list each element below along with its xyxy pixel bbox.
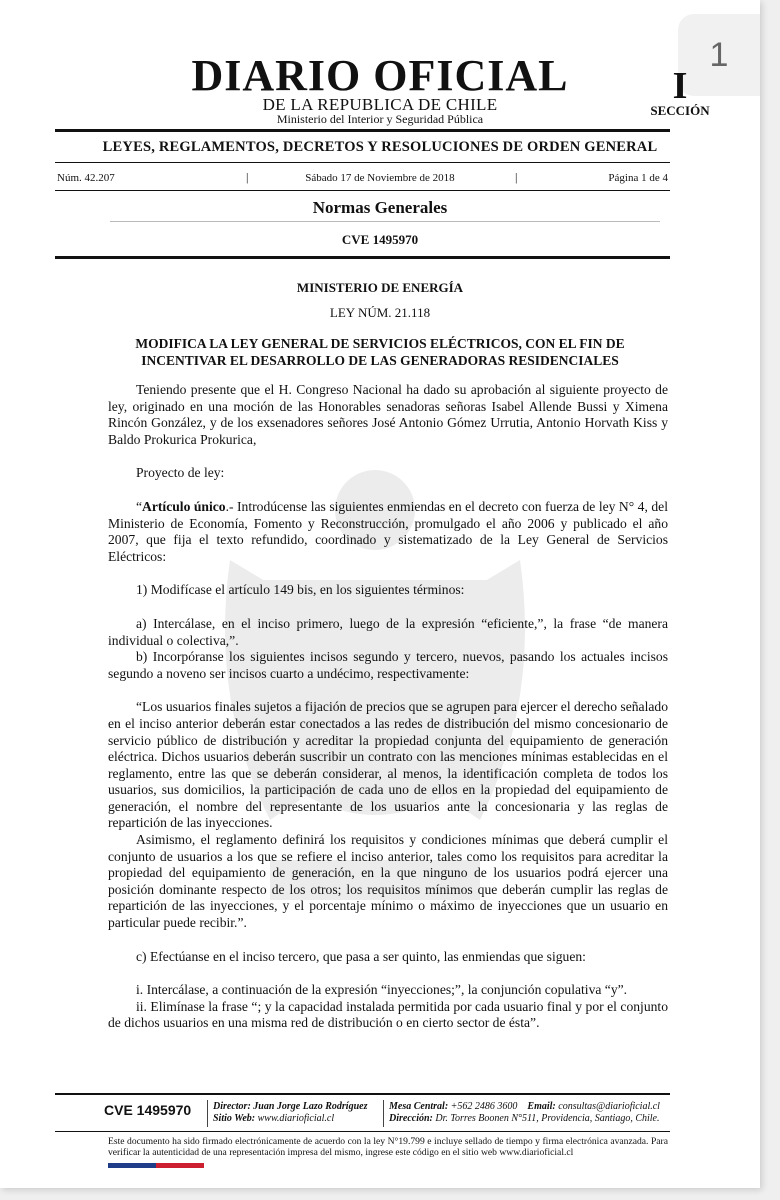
section-heading: Normas Generales	[312, 198, 448, 217]
mesa-phone: +562 2486 3600	[450, 1101, 518, 1112]
signature-note: Este documento ha sido firmado electrónicamente de acuerdo con la ley N°19.799 e incluye sellado de tiempo y firma electrónica avanzada. Para verificar la autenticidad de una representación impresa del mismo, ingrese este código en el sitio web www.diarioficial.cl	[108, 1136, 668, 1158]
flag-stripe-blue	[108, 1163, 156, 1168]
document-body	[108, 382, 668, 1032]
item-b: b) Incorpóranse los siguientes incisos segundo y tercero, nuevos, pasando los actuales incisos segundo a noveno ser incisos cuarto a undécimo, respectivamente:	[108, 649, 668, 681]
footer-rule	[55, 1093, 670, 1095]
header-rule-mid	[55, 162, 670, 163]
issue-number: Núm. 42.207	[57, 172, 115, 184]
articulo-open-quote: “	[136, 498, 143, 514]
item-1: 1) Modifícase el artículo 149 bis, en los siguientes términos:	[136, 582, 465, 598]
articulo-label: Artículo único	[142, 498, 226, 514]
masthead-ministry: Ministerio del Interior y Seguridad Pública	[276, 112, 484, 126]
masthead-title: DIARIO OFICIAL	[191, 51, 569, 100]
footer-divider	[383, 1100, 384, 1127]
item-i: i. Intercálase, a continuación de la expresión “inyecciones;”, la conjunción copulativa “y”.	[136, 982, 628, 998]
footer-director-block	[213, 1101, 367, 1125]
articulo-text: .- Introdúcense las siguientes enmiendas en el decreto con fuerza de ley N° 4, del Ministerio de Economía, Fomento y Reconstrucción, promulgado el año 2006 y publicado el año 2007, que fija el texto refundido, coordinado y sistematizado de la Ley General de Servicios Eléctricos:	[108, 498, 668, 564]
footer-contact-block	[389, 1101, 660, 1125]
cve-code: CVE 1495970	[341, 232, 419, 247]
section-number: I	[672, 65, 688, 107]
quote-paragraph-2: Asimismo, el reglamento definirá los requisitos y condiciones mínimas que deberá cumplir el conjunto de usuarios a los que se refiere el inciso anterior, tales como los requisitos para acreditar la propiedad del equipamiento de generación, en la que ninguno de los usuarios podrá ejercer una posición dominante respecto de los otros; los requisitos mínimos que deberán cumplir las reglas de repartición de las inyecciones, y el porcentaje mínimo o máximo de inyecciones que un usuario en particular puede recibir.”.	[108, 832, 668, 931]
articulo-paragraph	[108, 499, 668, 565]
footer-rule-lower	[55, 1131, 670, 1132]
director-label: Director:	[213, 1101, 251, 1112]
item-a: a) Intercálase, en el inciso primero, luego de la expresión “eficiente,”, la frase “de manera individual o colectiva,”.	[108, 615, 668, 648]
mesa-label: Mesa Central:	[389, 1101, 449, 1112]
section-divider	[110, 221, 660, 222]
law-title: MODIFICA LA LEY GENERAL DE SERVICIOS ELÉCTRICOS, CON EL FIN DE INCENTIVAR EL DESARROLLO DE LAS GENERADORAS RESIDENCIALES	[135, 336, 625, 368]
web-url[interactable]: www.diarioficial.cl	[257, 1113, 335, 1124]
email-address[interactable]: consultas@diarioficial.cl	[558, 1101, 660, 1112]
masthead-subtitle: DE LA REPUBLICA DE CHILE	[262, 95, 498, 114]
section-label: SECCIÓN	[650, 103, 710, 118]
footer-divider	[207, 1100, 208, 1127]
page-number-badge: 1	[678, 14, 760, 96]
page-indicator: Página 1 de 4	[608, 172, 668, 184]
flag-stripe-red	[156, 1163, 204, 1168]
item-ii: ii. Elimínase la frase “; y la capacidad instalada permitida por cada usuario final y por el conjunto de dichos usuarios en una misma red de distribución o en cierto sector de ésta”.	[108, 998, 668, 1031]
category-band: LEYES, REGLAMENTOS, DECRETOS Y RESOLUCIONES DE ORDEN GENERAL	[102, 139, 658, 155]
intro-paragraph: Teniendo presente que el H. Congreso Nacional ha dado su aprobación al siguiente proyecto de ley, originado en una moción de las Honorables senadoras señoras Isabel Allende Bussi y Ximena Rincón González, y de los exsenadores señores José Antonio Gómez Urrutia, Antonio Horvath Kiss y Baldo Prokurica Prokurica,	[108, 382, 668, 447]
director-name: Juan Jorge Lazo Rodríguez	[253, 1101, 368, 1112]
issue-date: Sábado 17 de Noviembre de 2018	[305, 172, 455, 184]
section-rule	[55, 256, 670, 259]
meta-separator: |	[246, 170, 249, 184]
meta-separator: |	[515, 170, 518, 184]
header-rule-top	[55, 129, 670, 132]
ministry-heading: MINISTERIO DE ENERGÍA	[296, 280, 464, 295]
email-label: Email:	[527, 1101, 556, 1112]
address-label: Dirección:	[389, 1113, 433, 1124]
footer-cve: CVE 1495970	[104, 1102, 192, 1118]
quote-paragraph-1: “Los usuarios finales sujetos a fijación de precios que se agrupen para ejercer el derecho señalado en el inciso anterior deberán estar conectados a las redes de distribución del mismo concesionario de servicio público de distribución y acreditar la propiedad conjunta del equipamiento de generación eléctrica. Dichos usuarios deberán suscribir un contrato con las menciones mínimas establecidas en el reglamento, entre las que se deberán considerar, al menos, la identificación completa de todos los usuarios, sus domicilios, la participación de cada uno de ellos en la propiedad del equipamiento de generación, el nombre del representante de los usuarios ante la concesionaria y las reglas de repartición de las inyecciones.	[108, 699, 668, 831]
item-c: c) Efectúanse en el inciso tercero, que pasa a ser quinto, las enmiendas que siguen:	[136, 948, 586, 964]
proyecto-label: Proyecto de ley:	[136, 465, 225, 481]
header-rule-bottom	[55, 190, 670, 191]
web-label: Sitio Web:	[213, 1113, 256, 1124]
address: Dr. Torres Boonen N°511, Providencia, Santiago, Chile.	[435, 1113, 660, 1124]
law-number: LEY NÚM. 21.118	[329, 305, 431, 320]
